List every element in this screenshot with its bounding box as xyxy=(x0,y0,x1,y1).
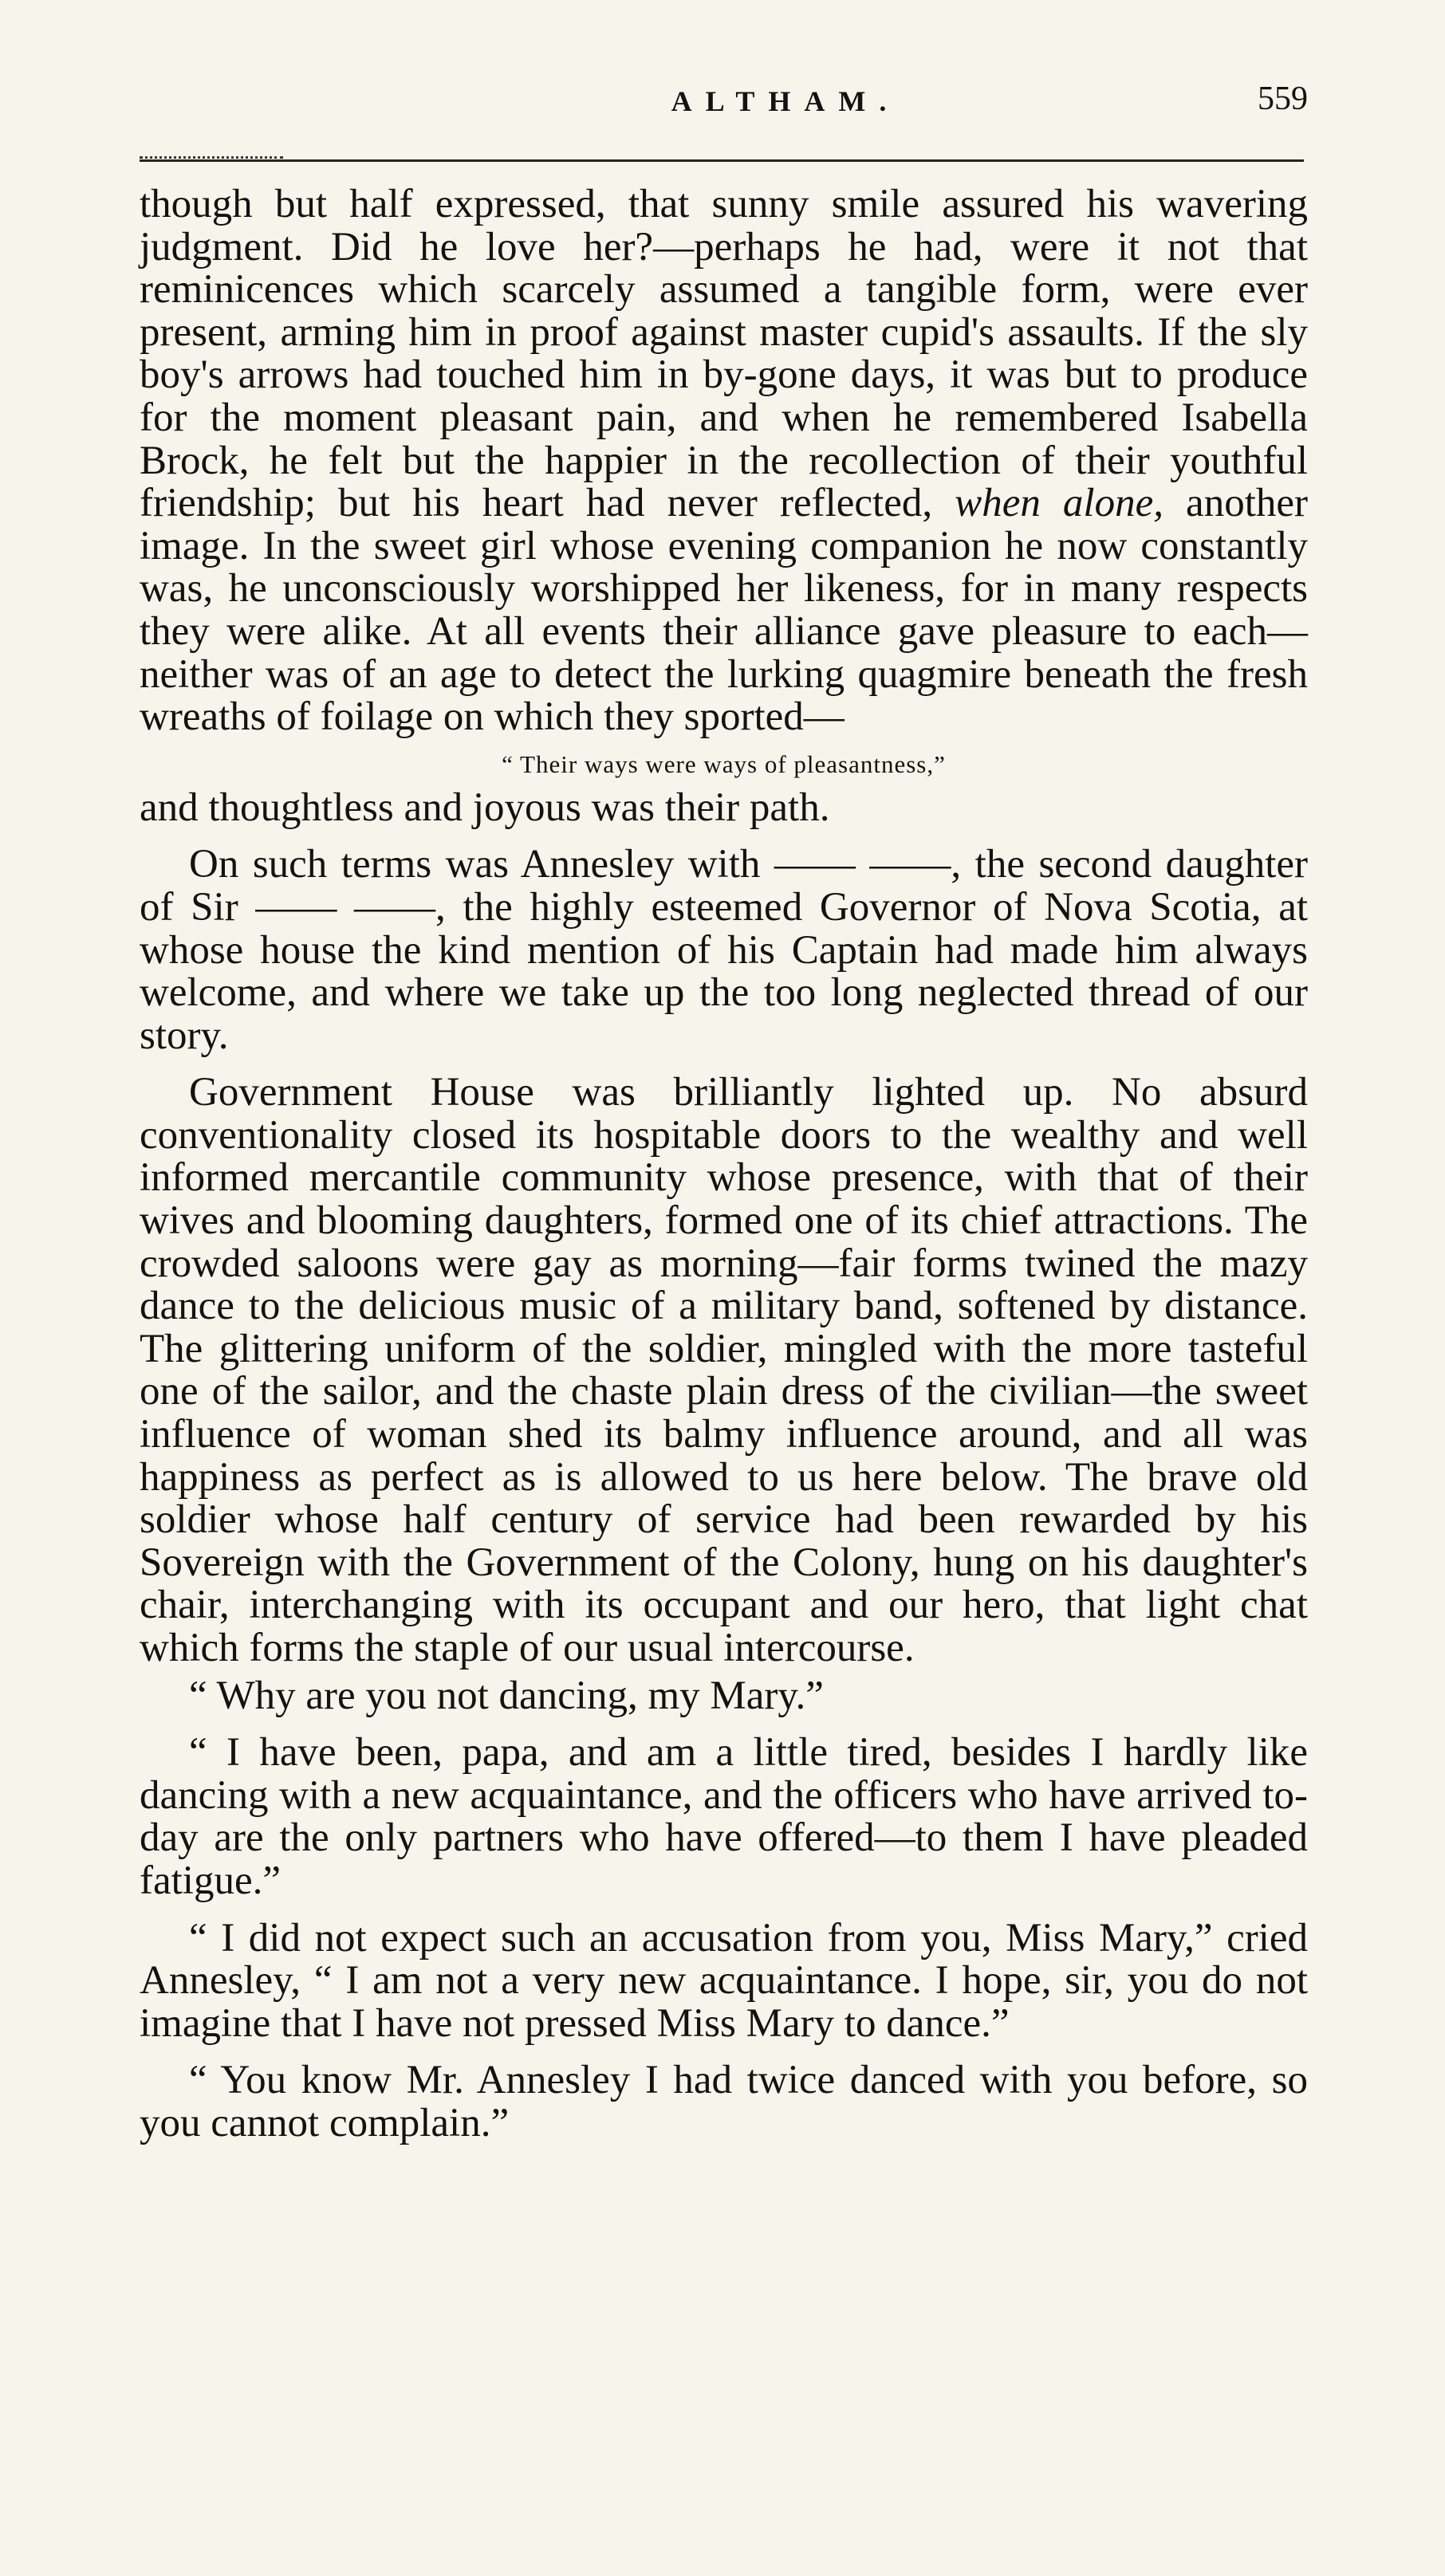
paragraph-5: “ I have been, papa, and am a little tired, besides I hardly like dancing with a new acquaintance, and the officers who have arrived to-day are the only partners who have offered—to them I have pleaded fatigue.” xyxy=(140,1730,1308,1903)
paragraph-1-text-a: though but half expressed, that sunny smile assured his wavering judgment. Did he love her?—perhaps he had, were it not that reminicences which scarcely assumed a tangible form, were ever present, arming him in proof against master cupid's assaults. If the sly boy's arrows had touched him in by-gone days, it was but to produce for the moment pleasant pain, and when he remembered Isabella Brock, he felt but the happier in the recollection of their youthful friendship; but his heart had never reflected, xyxy=(140,182,1308,526)
header-rule xyxy=(140,159,1304,162)
verse-quote: “ Their ways were ways of pleasantness,” xyxy=(502,749,946,778)
running-title: ALTHAM. xyxy=(671,85,900,117)
header-rule-dotted xyxy=(140,156,283,159)
paragraph-1 xyxy=(140,183,1308,739)
paragraph-3: Government House was brilliantly lighted up. No absurd conventionality closed its hospitable doors to the wealthy and well informed mercantile community whose presence, with that of their wives and blooming daughters, formed one of its chief attractions. The crowded saloons were gay as morning—fair forms twined the mazy dance to the delicious music of a military band, softened by distance. The glittering uniform of the soldier, mingled with the more tasteful one of the sailor, and the chaste plain dress of the civilian—the sweet influence of woman shed its balmy influence around, and all was happiness as perfect as is allowed to us here below. The brave old soldier whose half century of service had been rewarded by his Sovereign with the Government of the Colony, hung on his daughter's chair, interchanging with its occupant and our hero, that light chat which forms the staple of our usual intercourse. xyxy=(140,1070,1308,1670)
page-header xyxy=(140,80,1308,128)
paragraph-7: “ You know Mr. Annesley I had twice danced with you before, so you cannot complain.” xyxy=(140,2058,1308,2145)
paragraph-4: “ Why are you not dancing, my Mary.” xyxy=(189,1673,824,1718)
page-body xyxy=(140,183,1308,2145)
paragraph-1-text-b: another image. In the sweet girl whose evening companion he now constantly was, he unconsciously worshipped her likeness, for in many respects they were alike. At all events their alliance gave pleasure to each—neither was of an age to detect the lurking quagmire beneath the fresh wreaths of foilage on which they sported— xyxy=(140,481,1308,740)
paragraph-1-continued: and thoughtless and joyous was their path. xyxy=(140,785,830,830)
paragraph-1-emphasis: when alone, xyxy=(955,481,1163,526)
page-number: 559 xyxy=(1258,81,1308,117)
paragraph-2: On such terms was Annesley with —— ——, the second daughter of Sir —— ——, the highly esteemed Governor of Nova Scotia, at whose house the kind mention of his Captain had made him always welcome, and where we take up the too long neglected thread of our story. xyxy=(140,842,1308,1058)
paragraph-6: “ I did not expect such an accusation from you, Miss Mary,” cried Annesley, “ I am not a very new acquaintance. I hope, sir, you do not imagine that I have not pressed Miss Mary to dance.” xyxy=(140,1915,1308,2046)
